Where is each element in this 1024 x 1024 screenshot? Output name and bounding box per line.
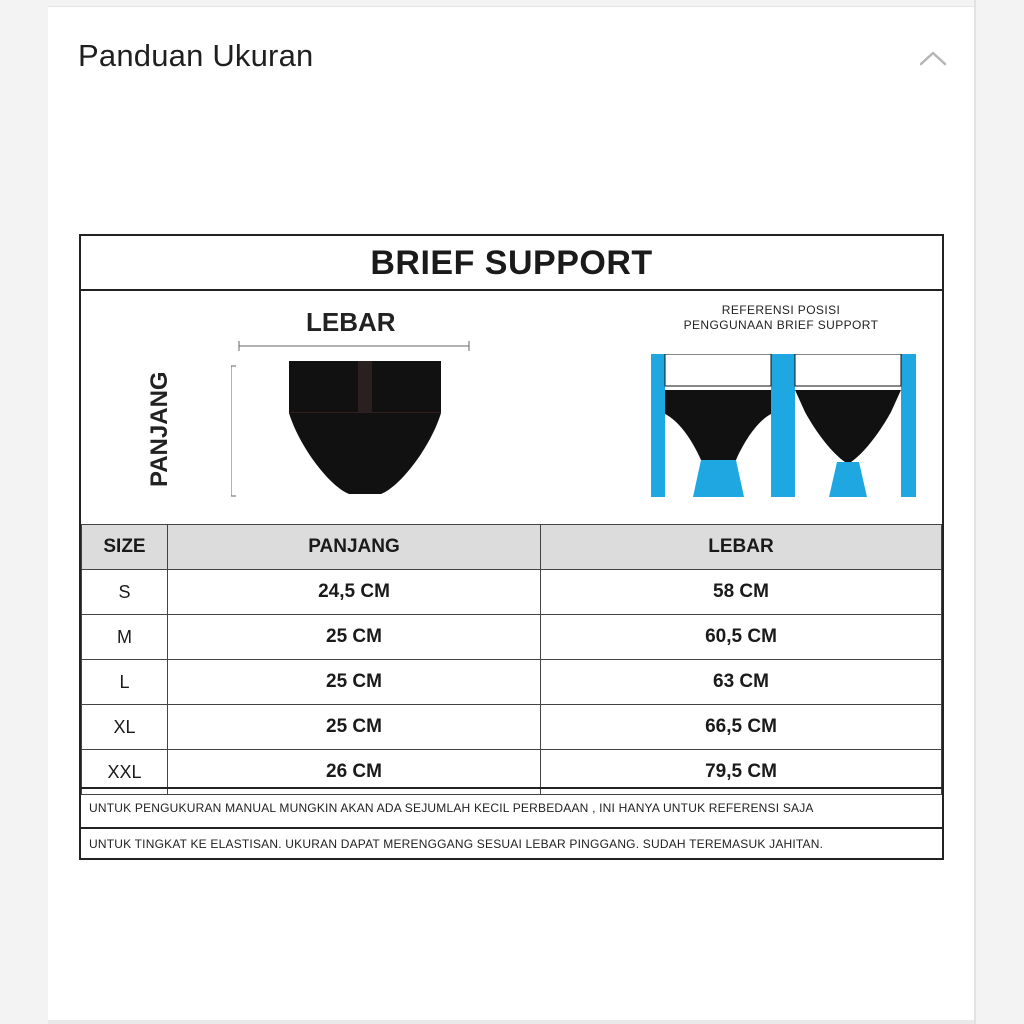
- reference-line-1: REFERENSI POSISI: [721, 303, 841, 317]
- panjang-cell: 25 CM: [168, 705, 541, 750]
- section-title: Panduan Ukuran: [78, 38, 314, 73]
- panjang-cell: 26 CM: [168, 750, 541, 795]
- header-size: SIZE: [82, 525, 168, 570]
- lebar-cell: 58 CM: [541, 570, 942, 615]
- size-table: [81, 524, 942, 795]
- lebar-cell: 79,5 CM: [541, 750, 942, 795]
- size-cell: XL: [82, 705, 168, 750]
- table-row: [82, 705, 942, 750]
- size-cell: M: [82, 615, 168, 660]
- panjang-cell: 25 CM: [168, 615, 541, 660]
- panjang-label: PANJANG: [146, 371, 173, 487]
- table-row: [82, 570, 942, 615]
- size-cell: L: [82, 660, 168, 705]
- reference-position-image: [651, 354, 916, 497]
- bottom-divider: [48, 1020, 974, 1024]
- reference-line-2: PENGGUNAAN BRIEF SUPPORT: [683, 318, 879, 332]
- size-table-wrap: [81, 524, 942, 795]
- illustration-area: [81, 291, 942, 524]
- lebar-label: LEBAR: [306, 307, 396, 337]
- brief-diagram: [231, 336, 471, 511]
- panjang-cell: 25 CM: [168, 660, 541, 705]
- size-chart-image: [79, 234, 944, 860]
- size-cell: S: [82, 570, 168, 615]
- note-elasticity: UNTUK TINGKAT KE ELASTISAN. UKURAN DAPAT MERENGGANG SESUAI LEBAR PINGGANG. SUDAH TEREMASUK JAHITAN.: [81, 827, 942, 860]
- table-header-row: [82, 525, 942, 570]
- table-row: [82, 615, 942, 660]
- lebar-cell: 63 CM: [541, 660, 942, 705]
- header-panjang: PANJANG: [168, 525, 541, 570]
- table-row: [82, 660, 942, 705]
- chart-title: BRIEF SUPPORT: [81, 236, 942, 291]
- size-cell: XXL: [82, 750, 168, 795]
- panjang-cell: 24,5 CM: [168, 570, 541, 615]
- chevron-up-icon[interactable]: [918, 48, 948, 70]
- reference-caption: [641, 303, 921, 333]
- right-divider: [974, 0, 976, 1024]
- lebar-cell: 66,5 CM: [541, 705, 942, 750]
- lebar-cell: 60,5 CM: [541, 615, 942, 660]
- note-measurement: UNTUK PENGUKURAN MANUAL MUNGKIN AKAN ADA SEJUMLAH KECIL PERBEDAAN , INI HANYA UNTUK REFERENSI SAJA: [81, 787, 942, 827]
- header-lebar: LEBAR: [541, 525, 942, 570]
